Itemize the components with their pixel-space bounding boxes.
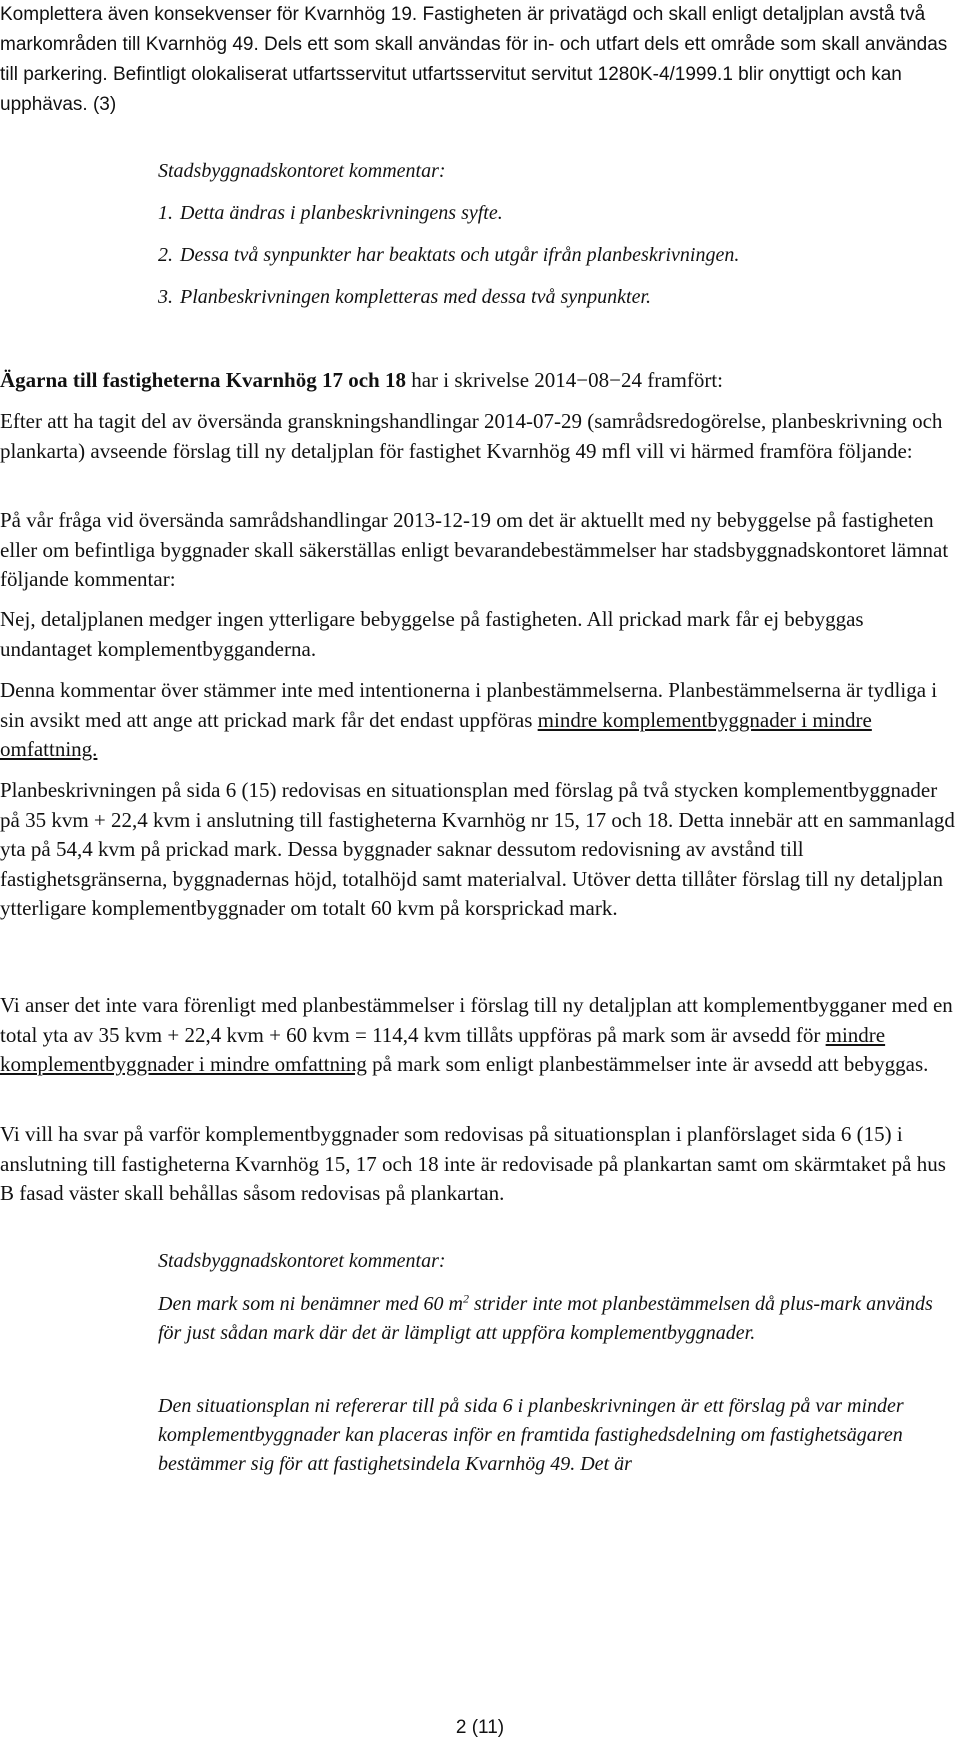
comment-item-1-text: Detta ändras i planbeskrivningens syfte. [180, 202, 503, 224]
comment-item-3-number: 3. [158, 286, 173, 308]
superscript-2: 2 [462, 1291, 469, 1306]
paragraph-1: Efter att ha tagit del av översända granskningshandlingar 2014-07-29 (samrådsredogörelse, planbeskrivning och plankarta) avseende förslag till ny detaljplan för fastighet Kvarnhög 49 mfl vill vi härmed framföra följande: [0, 409, 943, 463]
owners-heading-bold: Ägarna till fastigheterna Kvarnhög 17 och 18 [0, 368, 406, 392]
owners-heading-rest: har i skrivelse 2014−08−24 framfört: [405, 368, 724, 392]
comment-2-reply-1-text-end: strider inte mot planbestämmelsen då plus-mark används för just sådan mark där det är lämpligt att uppföra komplementbyggnader. [158, 1293, 933, 1344]
paragraph-6-text: Vi anser det inte vara förenligt med planbestämmelser i förslag till ny detaljplan att komplementbygganer med en total yta av 35 kvm + 22,4 kvm + 60 kvm = 114,4 kvm tillåts uppföras på mark som är avsedd för [0, 993, 953, 1047]
comment-item-3-text: Planbeskrivningen kompletteras med dessa två synpunkter. [180, 286, 652, 308]
comment-item-2-number: 2. [158, 244, 173, 266]
paragraph-4-text: Denna kommentar över stämmer inte med intentionerna i planbestämmelserna. Planbestämmelserna är tydliga i sin avsikt med att ange att prickad mark får det endast uppföras [0, 678, 938, 732]
owners-heading [0, 366, 955, 396]
comment-item-1 [158, 199, 948, 228]
comment-item-1-number: 1. [158, 202, 173, 224]
comment-2-reply-2: Den situationsplan ni refererar till på sida 6 i planbeskrivningen är ett förslag på var minder komplementbyggnader kan placeras inför en framtida fastighedsdelning om fastighetsägaren bestämmer sig för att fastighetsindela Kvarnhög 49. Det är [158, 1395, 904, 1475]
paragraph-4 [0, 676, 955, 765]
comment-item-2 [158, 241, 948, 270]
comment-heading: Stadsbyggnadskontoret kommentar: [158, 160, 446, 182]
intro-paragraph: Komplettera även konsekvenser för Kvarnhög 19. Fastigheten är privatägd och skall enligt detaljplan avstå två markområden till Kvarnhög 49. Dels ett som skall användas för in- och utfart dels ett område som skall användas till parkering. Befintligt olokaliserat utfartsservitut utfartsservitut servitut 1280K-4/1999.1 blir onyttigt och kan upphävas. (3) [0, 4, 948, 115]
paragraph-4-underlined: mindre komplementbyggnader i mindre omfattning. [0, 707, 872, 761]
comment-2-heading: Stadsbyggnadskontoret kommentar: [158, 1250, 446, 1272]
paragraph-3: Nej, detaljplanen medger ingen ytterligare bebyggelse på fastigheten. All prickad mark får ej bebyggas undantaget komplementbygganderna. [0, 607, 864, 661]
paragraph-6-underlined: mindre komplementbyggnader i mindre omfattning [0, 1022, 886, 1076]
page-number: 2 (11) [455, 1717, 505, 1738]
comment-2-reply-1-text: Den mark som ni benämner med 60 m [158, 1293, 463, 1315]
paragraph-5: Planbeskrivningen på sida 6 (15) redovisas en situationsplan med förslag på två stycken komplementbyggnader på 35 kvm + 22,4 kvm i anslutning till fastigheterna Kvarnhög nr 15, 17 och 18. Detta innebär att en sammanlagd yta på 54,4 kvm på prickad mark. Dessa byggnader saknar dessutom redovisning av avstånd till fastighetsgränserna, byggnadernas höjd, totalhöjd samt materialval. Utöver detta tillåter förslag till ny detaljplan ytterligare komplementbyggnader om totalt 60 kvm på korsprickad mark. [0, 778, 955, 920]
comment-2-reply-1 [158, 1290, 948, 1348]
paragraph-6-text-end: på mark som enligt planbestämmelser inte är avsedd att bebyggas. [366, 1052, 929, 1076]
paragraph-6 [0, 991, 955, 1080]
comment-item-2-text: Dessa två synpunkter har beaktats och utgår ifrån planbeskrivningen. [180, 244, 740, 266]
paragraph-2: På vår fråga vid översända samrådshandlingar 2013-12-19 om det är aktuellt med ny bebyggelse på fastigheten eller om befintliga byggnader skall säkerställas enligt bevarandebestämmelser har stadsbyggnadskontoret lämnat följande kommentar: [0, 508, 949, 591]
paragraph-7: Vi vill ha svar på varför komplementbyggnader som redovisas på situationsplan i planförslaget sida 6 (15) i anslutning till fastigheterna Kvarnhög 15, 17 och 18 inte är redovisade på plankartan samt om skärmtaket på hus B fasad väster skall behållas såsom redovisas på plankartan. [0, 1122, 946, 1205]
comment-item-3 [158, 283, 948, 312]
